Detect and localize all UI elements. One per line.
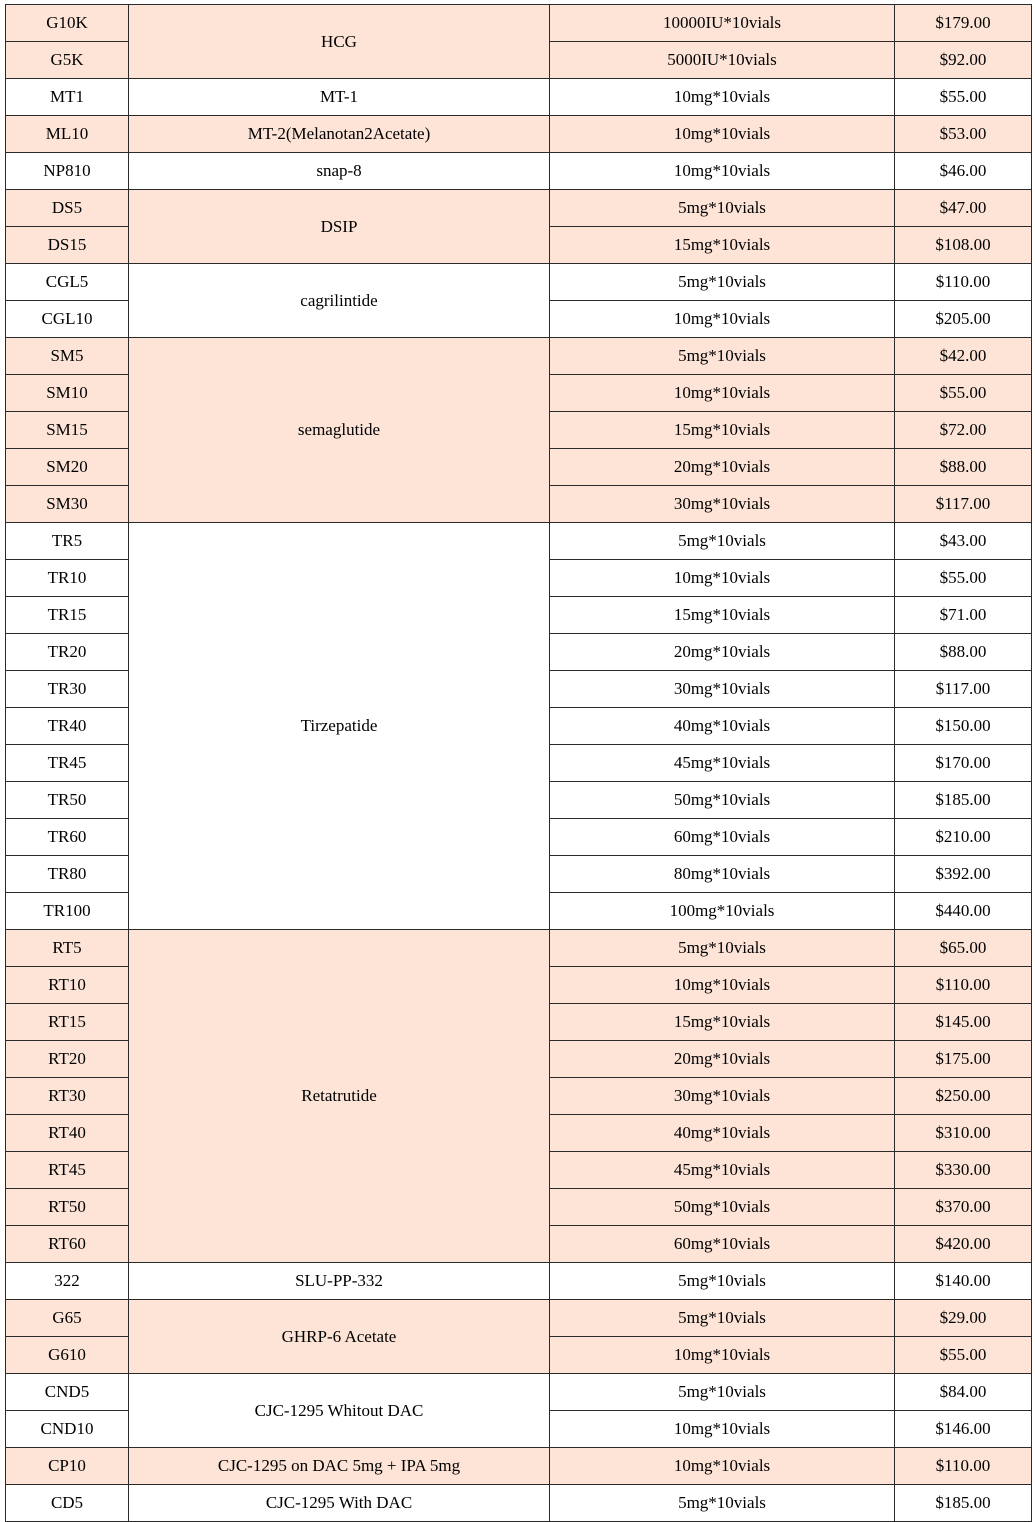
product-spec-cell: 10mg*10vials	[550, 967, 895, 1004]
product-code-cell: SM20	[6, 449, 129, 486]
product-code-cell: RT15	[6, 1004, 129, 1041]
product-spec-cell: 5mg*10vials	[550, 1300, 895, 1337]
product-code-cell: RT40	[6, 1115, 129, 1152]
product-code-cell: RT10	[6, 967, 129, 1004]
table-row	[6, 1374, 1032, 1411]
product-spec-cell: 60mg*10vials	[550, 1226, 895, 1263]
product-price-cell: $84.00	[895, 1374, 1032, 1411]
product-price-cell: $185.00	[895, 782, 1032, 819]
product-code-cell: RT30	[6, 1078, 129, 1115]
product-name-cell: semaglutide	[129, 338, 550, 523]
product-price-cell: $72.00	[895, 412, 1032, 449]
product-name-cell: CJC-1295 With DAC	[129, 1485, 550, 1522]
product-price-cell: $110.00	[895, 264, 1032, 301]
product-code-cell: CGL10	[6, 301, 129, 338]
product-code-cell: TR20	[6, 634, 129, 671]
product-code-cell: SM10	[6, 375, 129, 412]
table-row	[6, 5, 1032, 42]
product-spec-cell: 5mg*10vials	[550, 1374, 895, 1411]
product-spec-cell: 45mg*10vials	[550, 1152, 895, 1189]
product-name-cell: CJC-1295 Whitout DAC	[129, 1374, 550, 1448]
table-row	[6, 1300, 1032, 1337]
table-row	[6, 264, 1032, 301]
product-code-cell: TR15	[6, 597, 129, 634]
table-row	[6, 930, 1032, 967]
table-row	[6, 79, 1032, 116]
product-code-cell: G10K	[6, 5, 129, 42]
product-price-cell: $140.00	[895, 1263, 1032, 1300]
product-spec-cell: 20mg*10vials	[550, 449, 895, 486]
product-name-cell: GHRP-6 Acetate	[129, 1300, 550, 1374]
product-code-cell: TR40	[6, 708, 129, 745]
product-price-cell: $43.00	[895, 523, 1032, 560]
product-code-cell: TR45	[6, 745, 129, 782]
product-spec-cell: 5mg*10vials	[550, 338, 895, 375]
product-price-cell: $150.00	[895, 708, 1032, 745]
product-price-cell: $42.00	[895, 338, 1032, 375]
product-spec-cell: 30mg*10vials	[550, 671, 895, 708]
product-code-cell: 322	[6, 1263, 129, 1300]
product-spec-cell: 40mg*10vials	[550, 708, 895, 745]
product-code-cell: G65	[6, 1300, 129, 1337]
product-code-cell: SM15	[6, 412, 129, 449]
product-code-cell: CD5	[6, 1485, 129, 1522]
product-price-cell: $117.00	[895, 486, 1032, 523]
product-code-cell: TR100	[6, 893, 129, 930]
product-spec-cell: 100mg*10vials	[550, 893, 895, 930]
product-spec-cell: 10mg*10vials	[550, 560, 895, 597]
product-spec-cell: 5mg*10vials	[550, 264, 895, 301]
product-code-cell: NP810	[6, 153, 129, 190]
product-price-cell: $392.00	[895, 856, 1032, 893]
product-code-cell: G610	[6, 1337, 129, 1374]
product-spec-cell: 5mg*10vials	[550, 523, 895, 560]
product-price-cell: $110.00	[895, 967, 1032, 1004]
product-code-cell: G5K	[6, 42, 129, 79]
product-name-cell: CJC-1295 on DAC 5mg + IPA 5mg	[129, 1448, 550, 1485]
table-row	[6, 190, 1032, 227]
product-code-cell: CND5	[6, 1374, 129, 1411]
product-price-cell: $29.00	[895, 1300, 1032, 1337]
product-price-cell: $55.00	[895, 560, 1032, 597]
product-spec-cell: 15mg*10vials	[550, 227, 895, 264]
product-price-cell: $170.00	[895, 745, 1032, 782]
product-price-cell: $179.00	[895, 5, 1032, 42]
product-code-cell: TR80	[6, 856, 129, 893]
product-name-cell: HCG	[129, 5, 550, 79]
product-price-cell: $55.00	[895, 1337, 1032, 1374]
product-price-cell: $65.00	[895, 930, 1032, 967]
product-spec-cell: 5mg*10vials	[550, 1485, 895, 1522]
product-code-cell: DS15	[6, 227, 129, 264]
product-spec-cell: 10mg*10vials	[550, 79, 895, 116]
product-name-cell: Tirzepatide	[129, 523, 550, 930]
product-spec-cell: 30mg*10vials	[550, 486, 895, 523]
product-spec-cell: 15mg*10vials	[550, 1004, 895, 1041]
product-code-cell: CGL5	[6, 264, 129, 301]
product-spec-cell: 5000IU*10vials	[550, 42, 895, 79]
product-spec-cell: 5mg*10vials	[550, 190, 895, 227]
product-name-cell: MT-2(Melanotan2Acetate)	[129, 116, 550, 153]
product-price-cell: $92.00	[895, 42, 1032, 79]
product-price-cell: $55.00	[895, 79, 1032, 116]
product-spec-cell: 40mg*10vials	[550, 1115, 895, 1152]
product-price-cell: $88.00	[895, 634, 1032, 671]
product-price-cell: $117.00	[895, 671, 1032, 708]
product-spec-cell: 30mg*10vials	[550, 1078, 895, 1115]
product-code-cell: RT60	[6, 1226, 129, 1263]
product-code-cell: CP10	[6, 1448, 129, 1485]
product-price-cell: $250.00	[895, 1078, 1032, 1115]
product-price-cell: $145.00	[895, 1004, 1032, 1041]
table-row	[6, 338, 1032, 375]
product-code-cell: RT5	[6, 930, 129, 967]
product-code-cell: TR5	[6, 523, 129, 560]
product-price-cell: $420.00	[895, 1226, 1032, 1263]
product-price-cell: $108.00	[895, 227, 1032, 264]
product-code-cell: SM5	[6, 338, 129, 375]
product-spec-cell: 15mg*10vials	[550, 412, 895, 449]
product-spec-cell: 15mg*10vials	[550, 597, 895, 634]
product-name-cell: SLU-PP-332	[129, 1263, 550, 1300]
product-price-cell: $310.00	[895, 1115, 1032, 1152]
product-code-cell: MT1	[6, 79, 129, 116]
product-price-cell: $53.00	[895, 116, 1032, 153]
product-spec-cell: 10mg*10vials	[550, 116, 895, 153]
product-price-cell: $210.00	[895, 819, 1032, 856]
product-code-cell: ML10	[6, 116, 129, 153]
product-code-cell: TR60	[6, 819, 129, 856]
product-code-cell: TR10	[6, 560, 129, 597]
product-spec-cell: 20mg*10vials	[550, 634, 895, 671]
product-code-cell: CND10	[6, 1411, 129, 1448]
table-row	[6, 523, 1032, 560]
product-name-cell: snap-8	[129, 153, 550, 190]
product-price-cell: $46.00	[895, 153, 1032, 190]
product-name-cell: Retatrutide	[129, 930, 550, 1263]
product-price-cell: $205.00	[895, 301, 1032, 338]
product-spec-cell: 10mg*10vials	[550, 1411, 895, 1448]
product-spec-cell: 10mg*10vials	[550, 1448, 895, 1485]
product-price-cell: $47.00	[895, 190, 1032, 227]
product-price-cell: $330.00	[895, 1152, 1032, 1189]
product-code-cell: DS5	[6, 190, 129, 227]
product-price-cell: $55.00	[895, 375, 1032, 412]
product-price-cell: $110.00	[895, 1448, 1032, 1485]
product-spec-cell: 10mg*10vials	[550, 1337, 895, 1374]
price-table	[5, 4, 1032, 1522]
table-row	[6, 1263, 1032, 1300]
product-code-cell: TR50	[6, 782, 129, 819]
product-price-cell: $185.00	[895, 1485, 1032, 1522]
product-code-cell: RT45	[6, 1152, 129, 1189]
product-code-cell: TR30	[6, 671, 129, 708]
table-row	[6, 1448, 1032, 1485]
table-row	[6, 116, 1032, 153]
product-price-cell: $146.00	[895, 1411, 1032, 1448]
product-code-cell: RT20	[6, 1041, 129, 1078]
product-spec-cell: 50mg*10vials	[550, 1189, 895, 1226]
product-spec-cell: 10mg*10vials	[550, 153, 895, 190]
product-spec-cell: 5mg*10vials	[550, 1263, 895, 1300]
table-row	[6, 1485, 1032, 1522]
product-name-cell: cagrilintide	[129, 264, 550, 338]
product-name-cell: DSIP	[129, 190, 550, 264]
product-spec-cell: 10mg*10vials	[550, 301, 895, 338]
product-spec-cell: 80mg*10vials	[550, 856, 895, 893]
table-row	[6, 153, 1032, 190]
product-code-cell: RT50	[6, 1189, 129, 1226]
product-price-cell: $88.00	[895, 449, 1032, 486]
price-table-body	[6, 5, 1032, 1522]
product-spec-cell: 10000IU*10vials	[550, 5, 895, 42]
product-spec-cell: 5mg*10vials	[550, 930, 895, 967]
product-price-cell: $440.00	[895, 893, 1032, 930]
product-price-cell: $175.00	[895, 1041, 1032, 1078]
product-spec-cell: 10mg*10vials	[550, 375, 895, 412]
product-code-cell: SM30	[6, 486, 129, 523]
product-price-cell: $370.00	[895, 1189, 1032, 1226]
product-spec-cell: 50mg*10vials	[550, 782, 895, 819]
product-spec-cell: 60mg*10vials	[550, 819, 895, 856]
product-spec-cell: 45mg*10vials	[550, 745, 895, 782]
product-spec-cell: 20mg*10vials	[550, 1041, 895, 1078]
product-name-cell: MT-1	[129, 79, 550, 116]
product-price-cell: $71.00	[895, 597, 1032, 634]
